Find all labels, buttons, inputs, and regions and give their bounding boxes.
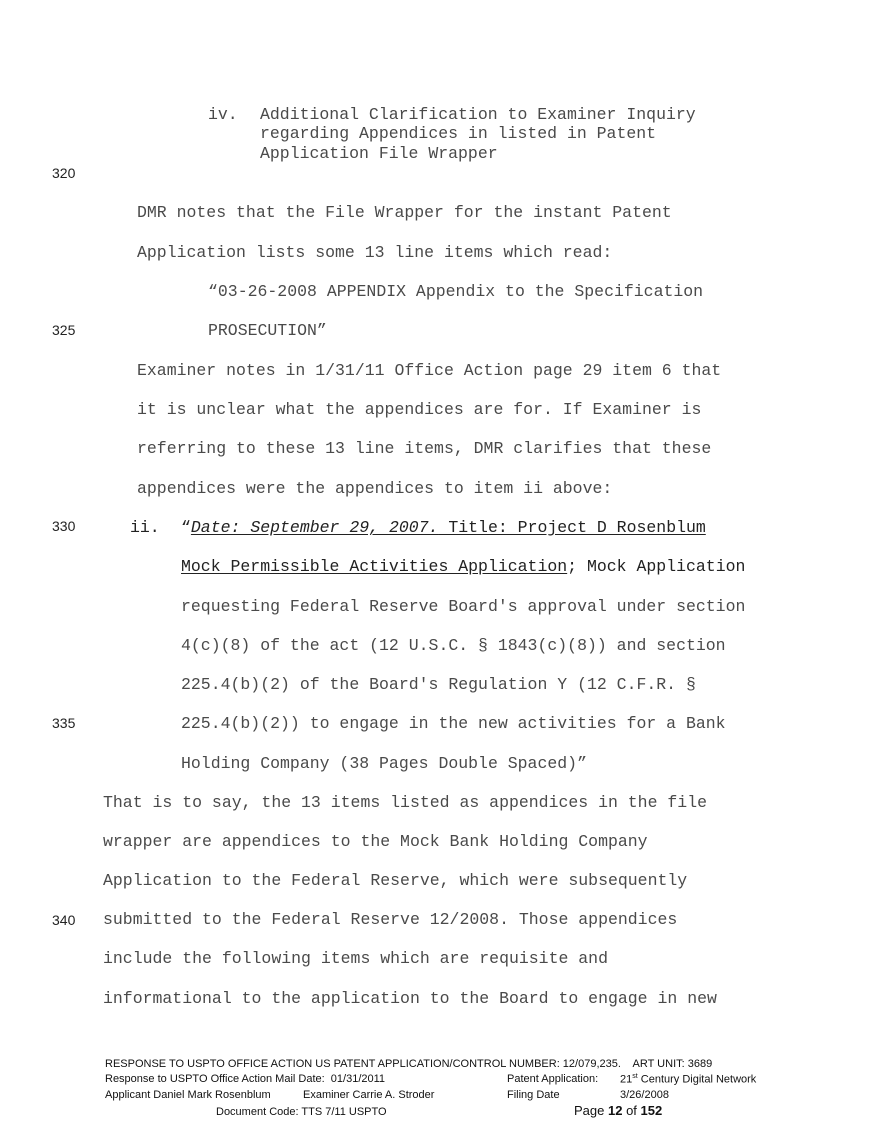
line-number-325: 325: [52, 322, 76, 338]
para3-line-2: wrapper are appendices to the Mock Bank Holding Company: [103, 832, 648, 851]
item-ii-line-2-rest: ; Mock Application: [567, 557, 746, 576]
line-number-330: 330: [52, 518, 76, 534]
item-ii-title: Title: Project D Rosenblum: [438, 518, 706, 537]
heading-numeral: iv.: [208, 105, 238, 124]
para2-line-4: appendices were the appendices to item ii above:: [137, 479, 613, 498]
para2-line-3: referring to these 13 line items, DMR clarifies that these: [137, 439, 712, 458]
quote1-line-1: “03-26-2008 APPENDIX Appendix to the Specification: [208, 282, 704, 301]
footer-examiner: Examiner Carrie A. Stroder: [303, 1089, 435, 1101]
item-ii-line-1: [181, 518, 706, 538]
footer-line-1: RESPONSE TO USPTO OFFICE ACTION US PATENT APPLICATION/CONTROL NUMBER: 12/079,235. ART UNIT: 3689: [105, 1058, 713, 1070]
item-ii-line-5: 225.4(b)(2) of the Board's Regulation Y (12 C.F.R. §: [181, 675, 696, 694]
para2-line-1: Examiner notes in 1/31/11 Office Action page 29 item 6 that: [137, 361, 722, 380]
para3-line-4: submitted to the Federal Reserve 12/2008. Those appendices: [103, 910, 678, 929]
line-number-320: 320: [52, 165, 76, 181]
heading-line-1: Additional Clarification to Examiner Inquiry: [260, 105, 696, 124]
para1-line-1: DMR notes that the File Wrapper for the instant Patent: [137, 203, 672, 222]
footer-doc-code: Document Code: TTS 7/11 USPTO: [216, 1106, 387, 1118]
item-ii-line-2: [181, 557, 745, 577]
footer-applicant: Applicant Daniel Mark Rosenblum: [105, 1089, 271, 1101]
item-ii-numeral: ii.: [130, 518, 160, 537]
item-ii-date: Date: September 29, 2007.: [190, 518, 439, 537]
heading-line-2: regarding Appendices in listed in Patent: [260, 124, 657, 143]
line-number-335: 335: [52, 715, 76, 731]
footer-mail-date: Response to USPTO Office Action Mail Date: 01/31/2011: [105, 1073, 386, 1085]
footer-page-total: 152: [640, 1103, 663, 1118]
footer-page-number: [574, 1103, 662, 1118]
para3-line-6: informational to the application to the Board to engage in new: [103, 989, 717, 1008]
item-ii-line-6: 225.4(b)(2)) to engage in the new activities for a Bank: [181, 714, 726, 733]
para3-line-3: Application to the Federal Reserve, which were subsequently: [103, 871, 688, 890]
para3-line-5: include the following items which are requisite and: [103, 949, 608, 968]
para3-line-1: That is to say, the 13 items listed as appendices in the file: [103, 793, 707, 812]
footer-page-num: 12: [607, 1103, 623, 1118]
line-number-340: 340: [52, 912, 76, 928]
footer-patent-app-rest: Century Digital Network: [637, 1073, 757, 1086]
para1-line-2: Application lists some 13 line items which read:: [137, 243, 613, 262]
para2-line-2: it is unclear what the appendices are for. If Examiner is: [137, 400, 702, 419]
footer-page-of: of: [622, 1103, 641, 1118]
footer-patent-app-num: 21: [620, 1073, 633, 1086]
item-ii-line-3: requesting Federal Reserve Board's approval under section: [181, 597, 746, 616]
quote1-line-2: PROSECUTION”: [208, 321, 327, 340]
heading-line-3: Application File Wrapper: [260, 144, 498, 163]
item-ii-underlined-title: Mock Permissible Activities Application: [181, 557, 568, 576]
footer-patent-app-label: Patent Application:: [507, 1073, 599, 1085]
item-ii-line-7: Holding Company (38 Pages Double Spaced)”: [181, 754, 587, 773]
footer-patent-app-sup: st: [632, 1073, 638, 1080]
item-ii-open-quote: “: [181, 518, 191, 537]
footer-filing-label: Filing Date: [507, 1089, 560, 1101]
item-ii-line-4: 4(c)(8) of the act (12 U.S.C. § 1843(c)(8)) and section: [181, 636, 726, 655]
footer-patent-app-value: [620, 1073, 756, 1086]
footer-page-word: Page: [574, 1103, 608, 1118]
footer-filing-date: 3/26/2008: [620, 1089, 669, 1101]
